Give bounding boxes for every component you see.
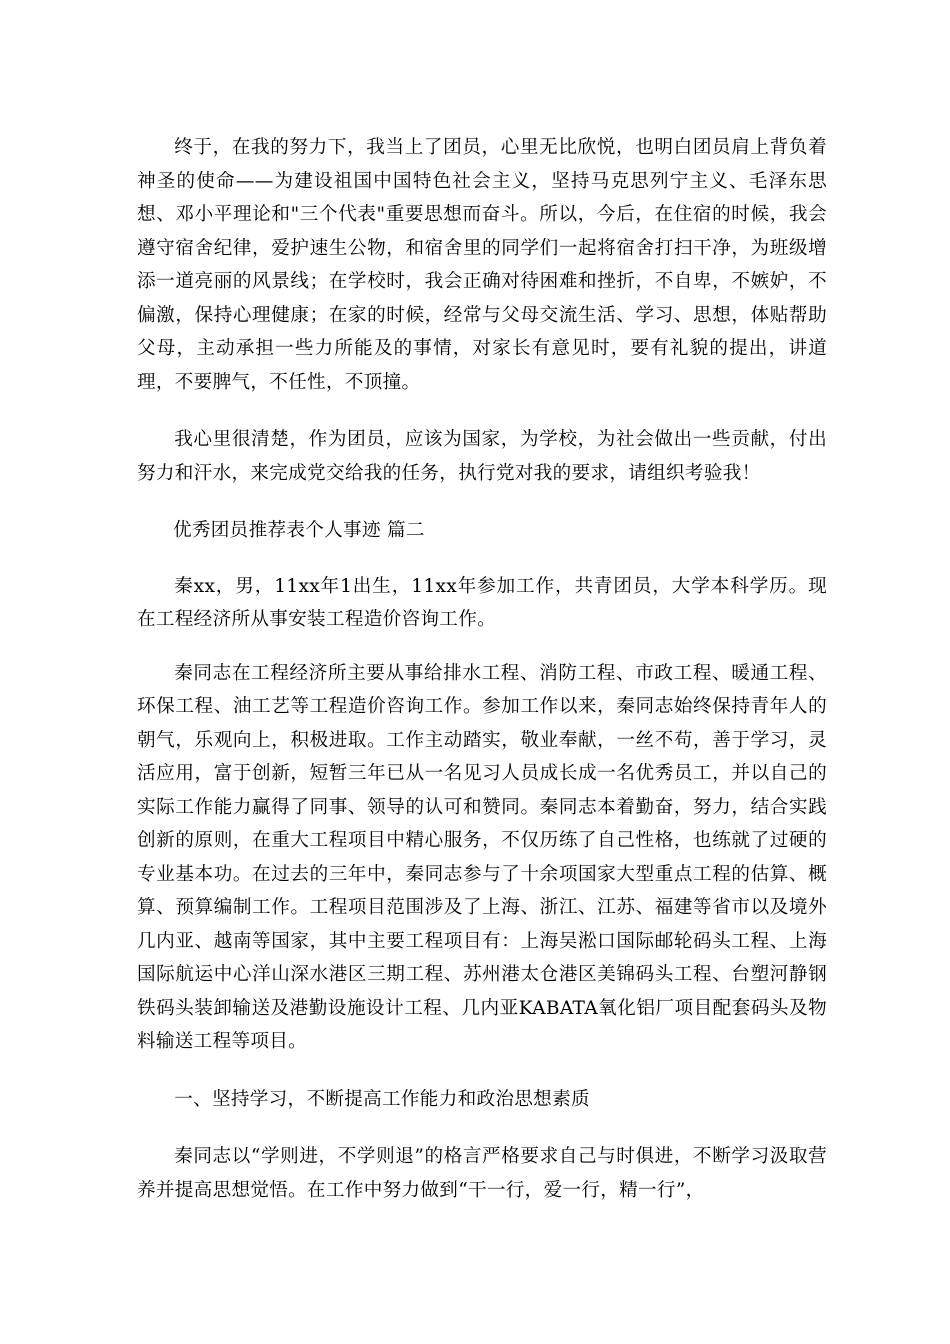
paragraph-commitment: 终于，在我的努力下，我当上了团员，心里无比欣悦，也明白团员肩上背负着神圣的使命——为建设祖国中国特色社会主义，坚持马克思列宁主义、毛泽东思想、邓小平理论和"三个代表"重要思想而奋斗。所以，今后，在住宿的时候，我会遵守宿舍纪律，爱护速生公物，和宿舍里的同学们一起将宿舍打扫干净，为班级增添一道亮丽的风景线；在学校时，我会正确对待困难和挫折，不自卑，不嫉妒，不偏激，保持心理健康；在家的时候，经常与父母交流生活、学习、思想，体贴帮助父母，主动承担一些力所能及的事情，对家长有意见时，要有礼貌的提出，讲道理，不要脾气，不任性，不顶撞。 — [137, 137, 827, 393]
document-page — [137, 131, 827, 1231]
subsection-heading: 一、坚持学习，不断提高工作能力和政治思想素质 — [174, 1088, 590, 1110]
paragraph-work-experience: 秦同志在工程经济所主要从事给排水工程、消防工程、市政工程、暖通工程、环保工程、油工艺等工程造价咨询工作。参加工作以来，秦同志始终保持青年人的朝气，乐观向上，积极进取。工作主动踏实，敬业奉献，一丝不苟，善于学习，灵活应用，富于创新，短暂三年已从一名见习人员成长成一名优秀员工，并以自己的实际工作能力赢得了同事、领导的认可和赞同。秦同志本着勤奋，努力，结合实践创新的原则，在重大工程项目中精心服务，不仅历练了自己性格，也练就了过硬的专业基本功。在过去的三年中，秦同志参与了十余项国家大型重点工程的估算、概算、预算编制工作。工程项目范围涉及了上海、浙江、江苏、福建等省市以及境外几内亚、越南等国家，其中主要工程项目有：上海吴淞口国际邮轮码头工程、上海国际航运中心洋山深水港区三期工程、苏州港太仓港区美锦码头工程、台塑河静钢铁码头装卸输送及港勤设施设计工程、几内亚KABATA氧化铝厂项目配套码头及物料输送工程等项目。 — [137, 662, 827, 1052]
paragraph-profile: 秦xx，男，11xx年1出生，11xx年参加工作，共青团员，大学本科学历。现在工程经济所从事安装工程造价咨询工作。 — [137, 575, 827, 630]
section-title: 优秀团员推荐表个人事迹 篇二 — [173, 520, 425, 541]
paragraph-study: 秦同志以“学则进，不学则退”的格言严格要求自己与时俱进，不断学习汲取营养并提高思想觉悟。在工作中努力做到“干一行，爱一行，精一行”， — [137, 1146, 827, 1201]
paragraph-resolution: 我心里很清楚，作为团员，应该为国家，为学校，为社会做出一些贡献，付出努力和汗水，来完成党交给我的任务，执行党对我的要求，请组织考验我！ — [137, 429, 827, 484]
